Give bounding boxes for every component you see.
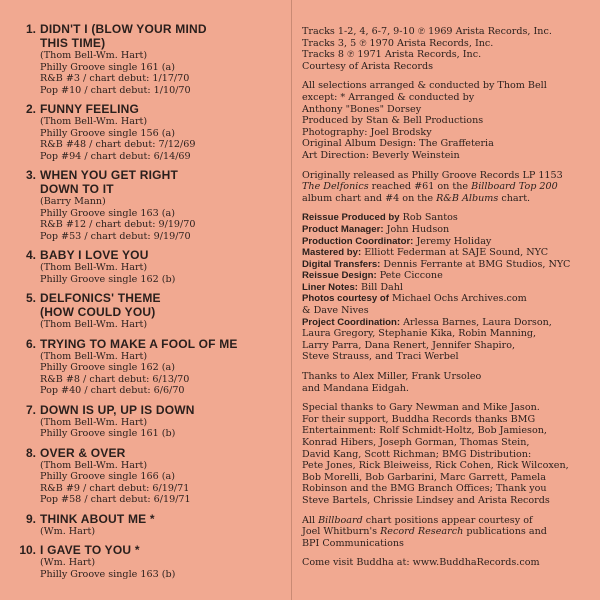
credit-value: Rob Santos <box>399 212 458 224</box>
track-detail: R&B #12 / chart debut: 9/19/70 <box>40 219 196 230</box>
coordination-text: Larry Parra, Dana Renert, Jennifer Shapiro, <box>302 339 516 351</box>
track-title: I GAVE TO YOU * <box>40 543 140 557</box>
track-detail: (Wm. Hart) <box>40 525 96 537</box>
special-line: Entertainment: Rolf Schmidt-Holtz, Bob Jamieson, <box>302 425 547 437</box>
production-line: Original Album Design: The Graffeteria <box>302 138 494 150</box>
special-line: Robinson and the BMG Branch Offices; Thank you <box>302 483 547 495</box>
track-number: 5. <box>25 291 36 305</box>
track-item <box>10 291 282 331</box>
track-detail: (Barry Mann) <box>40 196 106 207</box>
coordination-text: Laura Gregory, Stephanie Kika, Robin Manning, <box>302 328 537 340</box>
special-line: Bob Morelli, Bob Garbarini, Marc Garrett, Pamela <box>302 471 546 483</box>
track-detail: Philly Groove single 163 (b) <box>40 568 176 580</box>
track-number: 4. <box>25 248 36 262</box>
track-title: THINK ABOUT ME * <box>40 511 155 526</box>
track-title: FUNNY FEELING <box>40 102 140 116</box>
credit-label: Liner Notes: <box>302 281 358 293</box>
track-item <box>10 512 282 538</box>
credit-value: Michael Ochs Archives.com <box>388 293 527 305</box>
credit-line <box>302 259 594 271</box>
coordination-line <box>302 351 594 363</box>
credit-line <box>302 282 594 294</box>
track-number: 2. <box>25 102 36 116</box>
special-thanks-block <box>302 402 594 506</box>
copyright-line: Tracks 8 ℗ 1971 Arista Records, Inc. <box>302 49 482 61</box>
track-title: BABY I LOVE YOU <box>40 248 149 262</box>
track-detail: (Thom Bell-Wm. Hart) <box>40 459 148 471</box>
track-title: DIDN'T I (BLOW YOUR MIND <box>40 22 207 36</box>
website-line: Come visit Buddha at: www.BuddhaRecords.com <box>302 557 540 569</box>
special-line: Steve Bartels, Chrissie Lindsey and Arista Records <box>302 494 550 506</box>
track-detail: Philly Groove single 162 (b) <box>40 273 176 285</box>
production-line: Produced by Stan & Bell Productions <box>302 115 484 127</box>
special-line: Konrad Hibers, Joseph Gorman, Thomas Stein, <box>302 437 530 448</box>
thanks-block <box>302 371 594 394</box>
track-detail: R&B #8 / chart debut: 6/13/70 <box>40 373 190 385</box>
credit-label: Mastered by: <box>302 247 362 259</box>
track-number: 9. <box>25 511 36 526</box>
track-number: 7. <box>25 402 36 417</box>
special-line: For their support, Buddha Records thanks BMG <box>302 413 536 425</box>
track-number: 1. <box>25 22 36 36</box>
track-number: 6. <box>25 336 36 351</box>
billboard-credit-block <box>302 515 594 550</box>
credit-line <box>302 270 594 282</box>
billboard-line: All Billboard chart positions appear courtesy of <box>302 514 533 526</box>
track-detail: Pop #58 / chart debut: 6/19/71 <box>40 494 191 505</box>
original-release-block <box>302 170 594 205</box>
credit-value: Bill Dahl <box>357 281 403 293</box>
production-line: All selections arranged & conducted by Thom Bell <box>302 80 547 92</box>
original-release-line: Originally released as Philly Groove Records LP 1153 <box>302 169 563 181</box>
copyright-line: Tracks 1-2, 4, 6-7, 9-10 ℗ 1969 Arista Records, Inc. <box>302 26 552 37</box>
track-detail: (Thom Bell-Wm. Hart) <box>40 262 148 273</box>
special-line: David Kang, Scott Richman; BMG Distribution: <box>302 448 532 460</box>
thanks-line: Thanks to Alex Miller, Frank Ursoleo <box>302 371 482 383</box>
reissue-credits-block <box>302 212 594 363</box>
track-detail: Philly Groove single 162 (a) <box>40 362 175 373</box>
track-title: DELFONICS' THEME <box>40 291 161 305</box>
credit-value: Elliott Federman at SAJE Sound, NYC <box>361 247 549 259</box>
track-item <box>10 22 282 96</box>
credit-label: Reissue Design: <box>302 270 377 282</box>
track-detail: Pop #40 / chart debut: 6/6/70 <box>40 385 185 396</box>
original-release-line: The Delfonics reached #61 on the Billboard Top 200 <box>302 181 558 193</box>
production-block <box>302 80 594 161</box>
track-detail: Philly Groove single 166 (a) <box>40 471 175 482</box>
column-divider <box>291 0 292 600</box>
track-detail: (Thom Bell-Wm. Hart) <box>40 416 148 428</box>
copyright-line: Tracks 3, 5 ℗ 1970 Arista Records, Inc. <box>302 37 494 49</box>
copyright-block <box>302 26 594 72</box>
track-detail: R&B #3 / chart debut: 1/17/70 <box>40 73 190 84</box>
production-line: except: * Arranged & conducted by <box>302 91 475 103</box>
track-detail: Pop #10 / chart debut: 1/10/70 <box>40 84 191 96</box>
track-detail: Philly Groove single 156 (a) <box>40 127 175 139</box>
production-line: Anthony "Bones" Dorsey <box>302 103 422 115</box>
credit-label: Digital Transfers: <box>302 258 381 270</box>
credit-label: Project Coordination: <box>302 316 401 328</box>
credit-line <box>302 293 594 305</box>
credit-label: Product Manager: <box>302 223 384 235</box>
track-title-continued: THIS TIME) <box>40 36 106 50</box>
track-title: DOWN IS UP, UP IS DOWN <box>40 402 195 417</box>
copyright-line: Courtesy of Arista Records <box>302 60 434 72</box>
track-detail: Pop #53 / chart debut: 9/19/70 <box>40 230 191 242</box>
special-line: Special thanks to Gary Newman and Mike Jason. <box>302 402 540 414</box>
track-number: 10. <box>19 543 36 557</box>
track-number: 8. <box>25 445 36 460</box>
track-title: TRYING TO MAKE A FOOL OF ME <box>40 336 238 351</box>
track-detail: R&B #9 / chart debut: 6/19/71 <box>40 482 190 494</box>
credit-label: Reissue Produced by <box>302 212 400 224</box>
track-detail: Philly Groove single 161 (a) <box>40 61 175 73</box>
track-item <box>10 446 282 506</box>
track-detail: R&B #48 / chart debut: 7/12/69 <box>40 139 196 150</box>
production-line: Photography: Joel Brodsky <box>302 126 432 138</box>
coordination-line <box>302 328 594 340</box>
original-release-line: album chart and #4 on the R&B Albums chart. <box>302 192 531 204</box>
credit-line <box>302 212 594 224</box>
coordination-line <box>302 340 594 352</box>
track-title-continued: (HOW COULD YOU) <box>40 305 156 319</box>
track-number: 3. <box>25 168 36 182</box>
credit-line <box>302 236 594 248</box>
track-detail: (Thom Bell-Wm. Hart) <box>40 350 148 362</box>
credit-value: John Hudson <box>383 223 450 235</box>
credit-line: & Dave Nives <box>302 305 369 317</box>
production-line: Art Direction: Beverly Weinstein <box>302 149 460 161</box>
track-item <box>10 403 282 440</box>
credit-value: Jeremy Holiday <box>413 235 492 247</box>
credit-label: Production Coordinator: <box>302 235 414 247</box>
credit-line <box>302 247 594 259</box>
track-detail: (Thom Bell-Wm. Hart) <box>40 116 148 127</box>
credit-label: Photos courtesy of <box>302 293 389 305</box>
coordination-line <box>302 317 594 329</box>
track-item <box>10 337 282 397</box>
track-detail: Pop #94 / chart debut: 6/14/69 <box>40 150 191 162</box>
track-list <box>10 22 282 586</box>
track-title: WHEN YOU GET RIGHT <box>40 168 179 182</box>
track-detail: Philly Groove single 161 (b) <box>40 428 176 439</box>
track-detail: (Thom Bell-Wm. Hart) <box>40 319 148 330</box>
track-detail: Philly Groove single 163 (a) <box>40 207 175 219</box>
track-detail: (Thom Bell-Wm. Hart) <box>40 50 148 61</box>
track-title-continued: DOWN TO IT <box>40 182 114 196</box>
track-item <box>10 168 282 242</box>
credit-value: Dennis Ferrante at BMG Studios, NYC <box>380 258 571 270</box>
credit-line <box>302 224 594 236</box>
coordination-text: Steve Strauss, and Traci Werbel <box>302 351 459 363</box>
track-item <box>10 102 282 162</box>
track-title: OVER & OVER <box>40 445 126 460</box>
track-detail: (Wm. Hart) <box>40 557 96 568</box>
credits-column <box>302 26 594 577</box>
billboard-line: Joel Whitburn's Record Research publications and <box>302 526 547 538</box>
billboard-line: BPI Communications <box>302 537 404 549</box>
credit-value: Pete Ciccone <box>376 270 443 282</box>
thanks-line: and Mandana Eidgah. <box>302 382 409 394</box>
special-line: Pete Jones, Rick Bleiweiss, Rick Cohen, Rick Wilcoxen, <box>302 460 569 472</box>
track-item <box>10 543 282 580</box>
coordination-text: Arlessa Barnes, Laura Dorson, <box>400 316 552 328</box>
track-item <box>10 248 282 285</box>
